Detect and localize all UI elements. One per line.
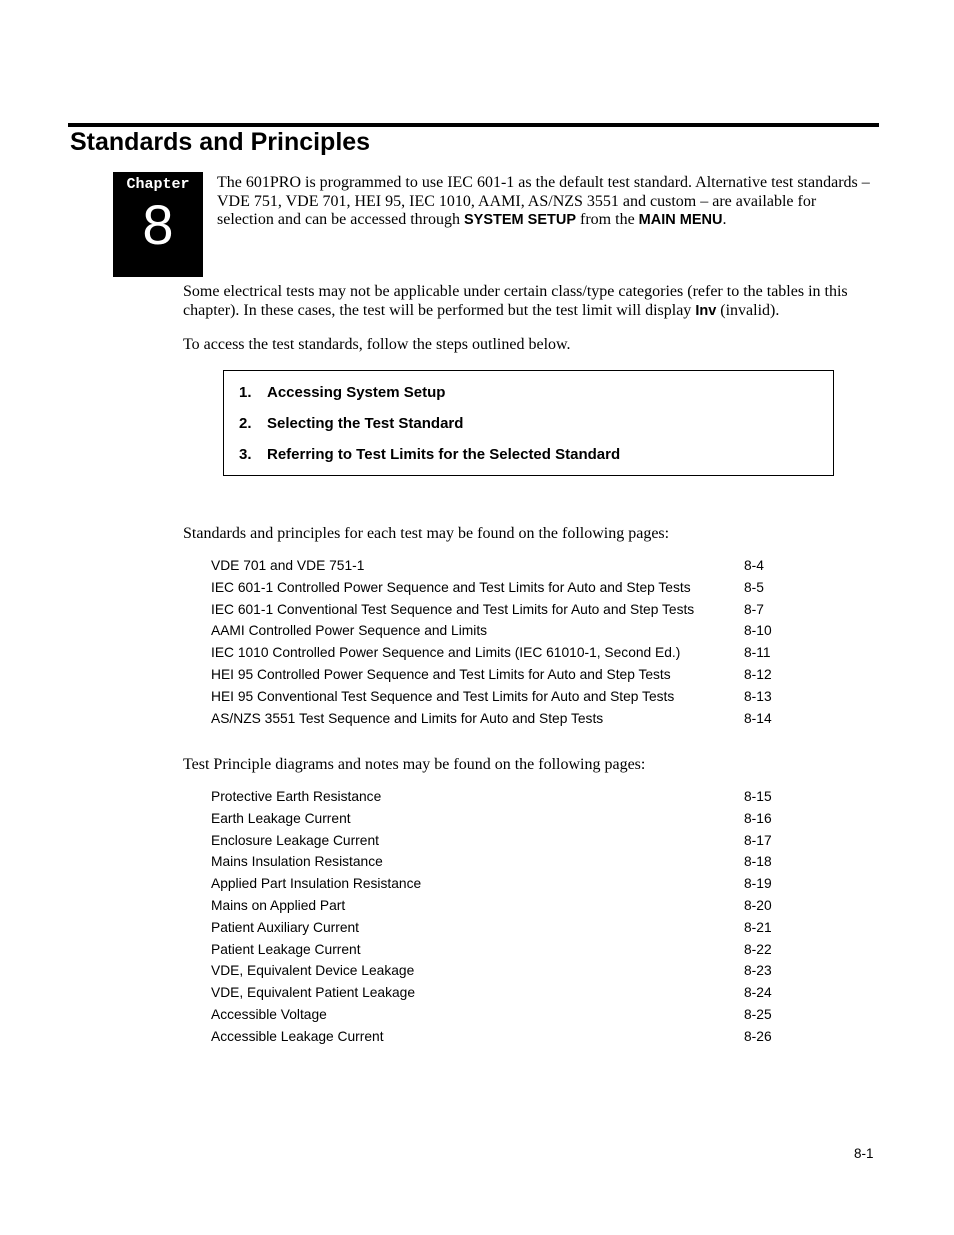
toc-row [211,601,811,623]
toc-row [211,710,811,732]
main-menu-keyword: MAIN MENU [638,212,723,228]
system-setup-keyword: SYSTEM SETUP [464,212,577,228]
toc-page: 8-12 [744,666,772,682]
toc-page: 8-23 [744,963,772,979]
toc-row [211,644,811,666]
intro-text-1: The 601PRO is programmed to use IEC 601-1 as the default test standard. Alternative test standards – VDE 751, VDE 701, HEI 95, IEC 1010, AAMI, AS/NZS 3551 and custom – are available for selection and can be accessed through [217,174,870,228]
chapter-badge [113,172,203,277]
toc-row [211,622,811,644]
page-number: 8-1 [854,1146,874,1161]
toc-row [211,962,811,984]
step-item [239,415,463,433]
toc-title: IEC 601-1 Controlled Power Sequence and Test Limits for Auto and Step Tests [211,579,691,595]
toc-page: 8-11 [744,645,771,661]
toc-page: 8-25 [744,1006,772,1022]
standards-intro-paragraph: Standards and principles for each test may be found on the following pages: [183,525,670,542]
toc-page: 8-18 [744,854,772,870]
toc-row [211,853,811,875]
toc-title: IEC 601-1 Conventional Test Sequence and Test Limits for Auto and Step Tests [211,601,695,617]
toc-page: 8-24 [744,985,772,1001]
toc-title: Enclosure Leakage Current [211,832,379,848]
toc-row [211,579,811,601]
step-number: 2. [239,415,252,432]
toc-title: HEI 95 Conventional Test Sequence and Test Limits for Auto and Step Tests [211,688,675,704]
step-item [239,446,620,464]
applicability-paragraph [183,283,883,320]
toc-title: Accessible Leakage Current [211,1028,384,1044]
toc-row [211,832,811,854]
toc-row [211,810,811,832]
toc-title: VDE, Equivalent Device Leakage [211,963,415,979]
inv-keyword: Inv [695,302,717,319]
toc-page: 8-10 [744,623,772,639]
toc-page: 8-19 [744,876,772,892]
chapter-label: Chapter [126,176,190,193]
toc-title: VDE, Equivalent Patient Leakage [211,985,416,1001]
toc-page: 8-13 [744,688,772,704]
page-title: Standards and Principles [70,128,371,156]
step-item [239,384,445,402]
toc-row [211,919,811,941]
toc-page: 8-5 [744,579,764,595]
toc-page: 8-20 [744,897,772,913]
toc-title: AS/NZS 3551 Test Sequence and Limits for Auto and Step Tests [211,710,604,726]
toc-row [211,688,811,710]
toc-row [211,788,811,810]
toc-title: Earth Leakage Current [211,810,351,826]
principles-intro-paragraph: Test Principle diagrams and notes may be found on the following pages: [183,756,646,773]
toc-title: IEC 1010 Controlled Power Sequence and Limits (IEC 61010-1, Second Ed.) [211,645,681,661]
toc-page: 8-26 [744,1028,772,1044]
toc-page: 8-7 [744,601,764,617]
toc-page: 8-14 [744,710,772,726]
toc-page: 8-17 [744,832,772,848]
toc-title: Accessible Voltage [211,1006,327,1022]
toc-title: Patient Leakage Current [211,941,361,957]
step-number: 1. [239,384,252,401]
access-paragraph: To access the test standards, follow the steps outlined below. [183,336,571,353]
applicability-text-1: Some electrical tests may not be applicable under certain class/type categories (refer to the tables in this chapter). In these cases, the test will be performed but the test limit will display [183,283,848,319]
toc-row [211,984,811,1006]
toc-title: Applied Part Insulation Resistance [211,876,422,892]
intro-paragraph [217,174,877,230]
step-label: Selecting the Test Standard [267,415,464,432]
toc-row [211,941,811,963]
toc-page: 8-21 [744,919,772,935]
toc-page: 8-4 [744,558,764,573]
standards-toc [211,557,811,731]
steps-box [223,370,834,476]
toc-title: AAMI Controlled Power Sequence and Limits [211,623,488,639]
toc-title: Mains Insulation Resistance [211,854,383,870]
toc-row [211,1028,811,1050]
step-label: Referring to Test Limits for the Selected Standard [267,446,621,463]
toc-row [211,875,811,897]
toc-title: VDE 701 and VDE 751-1 [211,558,365,573]
toc-row [211,897,811,919]
chapter-number: 8 [142,193,174,256]
intro-text-2: from the [576,211,639,228]
step-label: Accessing System Setup [267,384,446,401]
toc-page: 8-16 [744,810,772,826]
toc-row [211,557,811,579]
principles-toc [211,788,811,1050]
toc-row [211,666,811,688]
toc-title: Protective Earth Resistance [211,789,382,804]
step-number: 3. [239,446,252,463]
toc-page: 8-22 [744,941,772,957]
toc-page: 8-15 [744,789,772,804]
toc-title: Patient Auxiliary Current [211,919,359,935]
intro-text-3: . [722,211,727,228]
toc-title: HEI 95 Controlled Power Sequence and Test Limits for Auto and Step Tests [211,666,671,682]
applicability-text-2: (invalid). [716,301,780,319]
toc-row [211,1006,811,1028]
toc-title: Mains on Applied Part [211,897,346,913]
